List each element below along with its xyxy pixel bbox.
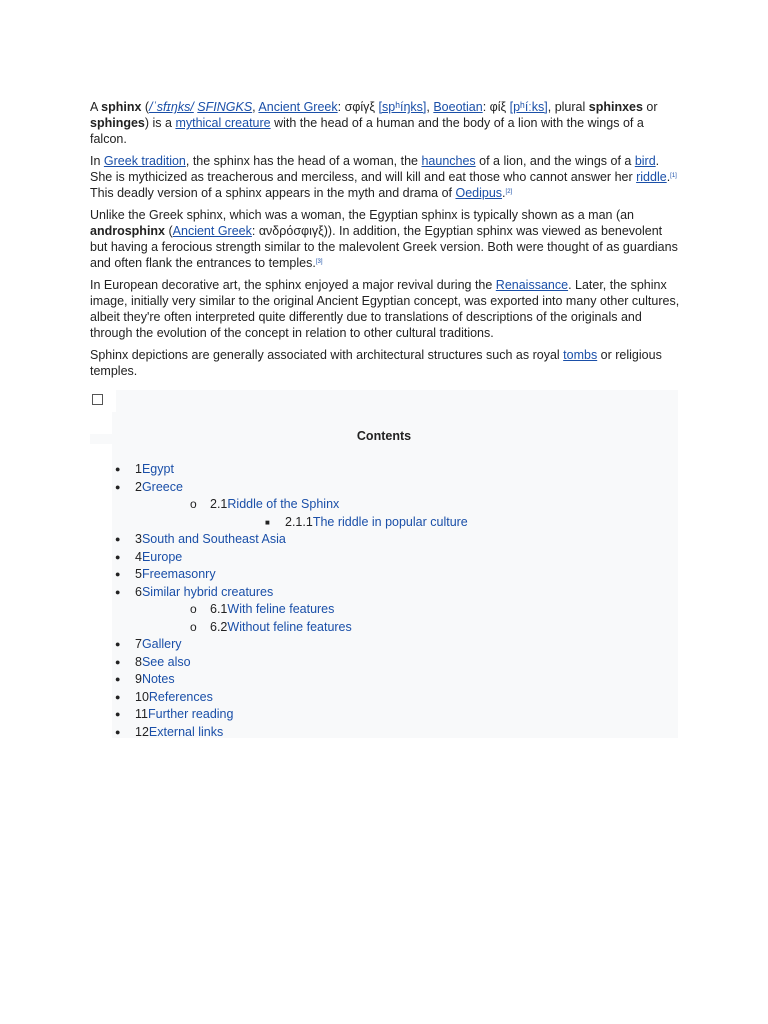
- boeotian-ipa-link[interactable]: [pʰíːks]: [509, 100, 548, 114]
- toc-item-without-feline-features[interactable]: o 6.2Without feline features: [0, 619, 680, 637]
- circle-bullet-icon: o: [190, 497, 197, 511]
- renaissance-link[interactable]: Renaissance: [495, 278, 569, 292]
- bullet-icon: ●: [115, 691, 121, 702]
- intro-paragraph: A sphinx (/ˈsfɪŋks/ SFINGKS, Ancient Greek: σφίγξ [spʰíŋks], Boeotian: φίξ [pʰíːks], plural sphinxes or sphinges) is a mythical creature with the head of a human and the body of a lion with the wings of a falcon.: [90, 100, 658, 146]
- bullet-icon: ●: [115, 464, 121, 474]
- toc-toggle-area: [90, 390, 116, 412]
- toc-item-riddle-popular-culture[interactable]: ■ 2.1.1The riddle in popular culture: [0, 514, 680, 532]
- term-androsphinx: androsphinx: [90, 224, 166, 238]
- greek-ipa-link[interactable]: [spʰíŋks]: [378, 100, 427, 114]
- toc-link[interactable]: Greece: [141, 479, 183, 494]
- bird-link[interactable]: bird: [634, 154, 656, 168]
- toc-link[interactable]: With feline features: [227, 602, 335, 616]
- bullet-icon: ●: [115, 656, 121, 667]
- european-art-paragraph: In European decorative art, the sphinx enjoyed a major revival during the Renaissance. Later, the sphinx image, initially very similar to the original Ancient Egyptian concept, was exported into many other cultures, albeit they're often interpreted quite differently due to translations of descriptions of the originals and through the evolution of the concept in relation to other cultural traditions.: [90, 278, 680, 340]
- greek-tradition-link[interactable]: Greek tradition: [103, 154, 186, 168]
- term-sphinges: sphinges: [90, 116, 145, 130]
- circle-bullet-icon: o: [190, 602, 197, 616]
- toc-link[interactable]: Without feline features: [227, 619, 352, 634]
- toc-item-further-reading[interactable]: ● 11Further reading: [0, 706, 680, 724]
- mythical-creature-link[interactable]: mythical creature: [175, 116, 271, 130]
- toc-link[interactable]: Further reading: [147, 707, 234, 721]
- bullet-icon: ●: [115, 569, 121, 579]
- bullet-icon: ●: [115, 481, 121, 492]
- toc-link[interactable]: External links: [148, 724, 224, 739]
- bullet-icon: ●: [115, 674, 121, 684]
- term-sphinxes: sphinxes: [588, 100, 643, 114]
- toc-item-gallery[interactable]: ● 7Gallery: [0, 636, 680, 654]
- riddle-link[interactable]: riddle: [636, 170, 667, 184]
- toc-link[interactable]: Similar hybrid creatures: [141, 584, 274, 599]
- toc-toggle-checkbox[interactable]: [92, 394, 103, 405]
- toc-item-with-feline-features[interactable]: o 6.1With feline features: [0, 601, 680, 619]
- toc-link[interactable]: Europe: [141, 549, 183, 564]
- toc-item-freemasonry[interactable]: ● 5Freemasonry: [0, 566, 680, 584]
- toc-item-similar-hybrid-creatures[interactable]: ● 6Similar hybrid creatures: [0, 584, 680, 602]
- toc-link[interactable]: Gallery: [141, 637, 182, 651]
- egyptian-sphinx-paragraph: Unlike the Greek sphinx, which was a woman, the Egyptian sphinx is typically shown as a man (an androsphinx (Ancient Greek: ανδρόσφιγξ)). In addition, the Egyptian sphinx was viewed as benevolent but having a ferocious strength similar to the malevolent Greek version. Both were thought of as guardians and often flank the entrances to temples.[3]: [90, 208, 678, 270]
- toc-item-south-southeast-asia[interactable]: ● 3South and Southeast Asia: [0, 531, 680, 549]
- toc-link[interactable]: See also: [141, 654, 191, 669]
- depictions-paragraph: Sphinx depictions are generally associated with architectural structures such as royal tombs or religious temples.: [90, 348, 662, 378]
- reference-3[interactable]: [3]: [315, 259, 323, 265]
- bullet-icon: ●: [115, 534, 121, 544]
- toc-item-external-links[interactable]: ● 12External links: [0, 724, 680, 742]
- square-bullet-icon: ■: [265, 517, 270, 527]
- toc-item-greece[interactable]: ● 2Greece: [0, 479, 680, 497]
- ancient-greek-link-2[interactable]: Ancient Greek: [172, 224, 252, 238]
- ipa-link[interactable]: /ˈsfɪŋks/: [149, 100, 194, 114]
- toc-link[interactable]: The riddle in popular culture: [312, 514, 468, 529]
- term-sphinx: sphinx: [101, 100, 142, 114]
- bullet-icon: ●: [115, 551, 121, 562]
- ancient-greek-link[interactable]: Ancient Greek: [258, 100, 338, 114]
- tombs-link[interactable]: tombs: [563, 348, 598, 362]
- toc-item-riddle-of-the-sphinx[interactable]: o 2.1Riddle of the Sphinx: [0, 496, 680, 514]
- circle-bullet-icon: o: [190, 619, 197, 634]
- bullet-icon: ●: [115, 586, 121, 597]
- toc-link[interactable]: South and Southeast Asia: [141, 532, 286, 546]
- toc-link[interactable]: Freemasonry: [141, 567, 216, 581]
- bullet-icon: ●: [115, 709, 121, 719]
- toc-item-egypt[interactable]: ● 1Egypt: [0, 461, 680, 479]
- greek-tradition-paragraph: In Greek tradition, the sphinx has the head of a woman, the haunches of a lion, and the wings of a bird. She is mythicized as treacherous and merciless, and will kill and eat those who cannot answer her riddle.[1] This deadly version of a sphinx appears in the myth and drama of Oedipus.[2]: [90, 154, 677, 200]
- bullet-icon: ●: [115, 639, 121, 649]
- toc-link[interactable]: References: [148, 689, 213, 704]
- article-body: [90, 99, 680, 385]
- reference-2[interactable]: [2]: [505, 189, 513, 195]
- reference-1[interactable]: [1]: [670, 173, 677, 179]
- oedipus-link[interactable]: Oedipus: [455, 186, 503, 200]
- toc-link[interactable]: Notes: [141, 672, 175, 686]
- toc-title: Contents: [356, 429, 412, 443]
- toc-list: [0, 461, 680, 741]
- toc-item-europe[interactable]: ● 4Europe: [0, 549, 680, 567]
- toc-link[interactable]: Riddle of the Sphinx: [227, 497, 340, 511]
- toc-item-references[interactable]: ● 10References: [0, 689, 680, 707]
- toc-link[interactable]: Egypt: [141, 462, 174, 476]
- respelling-link[interactable]: SFINGKS: [197, 100, 253, 114]
- haunches-link[interactable]: haunches: [421, 154, 476, 168]
- toc-item-see-also[interactable]: ● 8See also: [0, 654, 680, 672]
- bullet-icon: ●: [115, 726, 121, 737]
- boeotian-link[interactable]: Boeotian: [433, 100, 483, 114]
- toc-item-notes[interactable]: ● 9Notes: [0, 671, 680, 689]
